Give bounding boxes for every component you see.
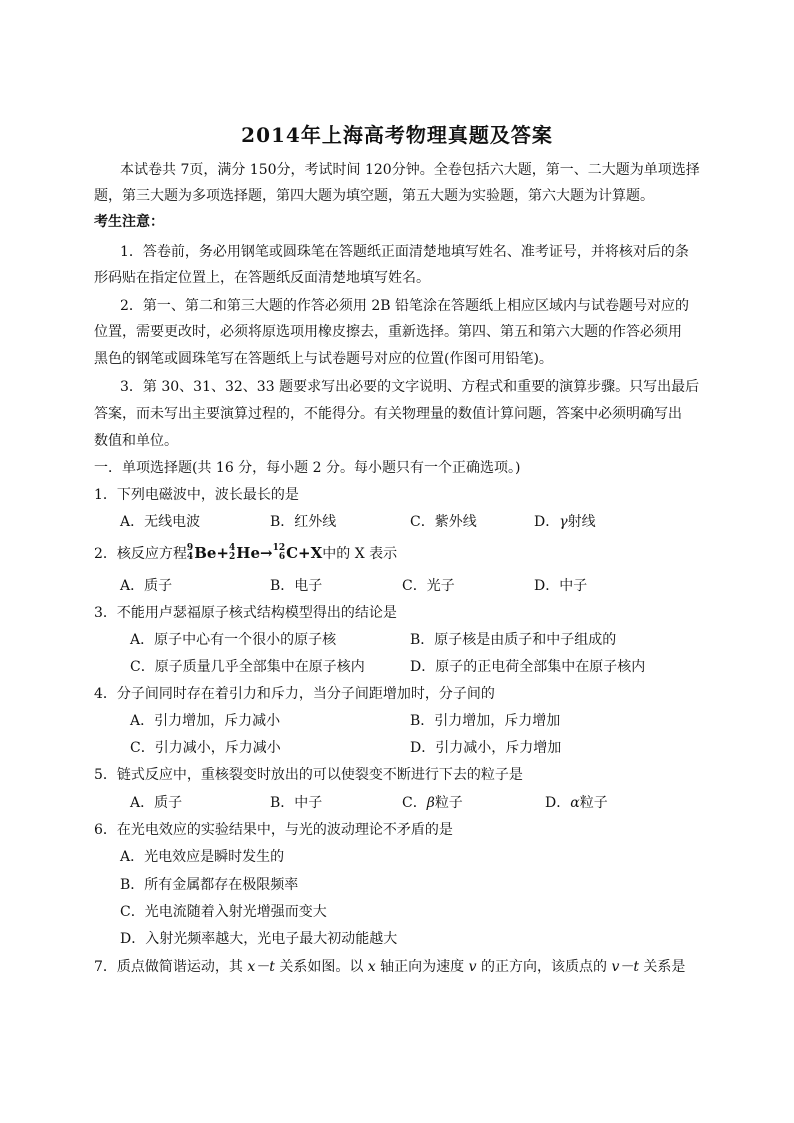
- question-2-stem: 2．核反应方程 9 4 Be+ 4 2 He→ 12 6 C+X中的 X 表示: [94, 543, 398, 562]
- question-5-option-a: A．质子: [130, 795, 183, 811]
- question-4-option-c: C．引力减小，斥力减小: [130, 740, 281, 756]
- page-title: 2014年上海高考物理真题及答案: [241, 123, 553, 147]
- question-5-option-d: D．α粒子: [545, 795, 608, 811]
- question-3-option-b: B．原子核是由质子和中子组成的: [410, 632, 617, 648]
- question-7-stem: 7．质点做简谐运动，其 x－t 关系如图。以 x 轴正向为速度 v 的正方向，该质点的 v－t 关系是: [94, 959, 686, 975]
- question-2-option-b: B．电子: [270, 578, 323, 594]
- question-1-stem: 1．下列电磁波中，波长最长的是: [94, 487, 299, 503]
- question-1-option-b: B．红外线: [270, 514, 337, 530]
- question-5-option-b: B．中子: [270, 795, 323, 811]
- intro-line-2: 题，第三大题为多项选择题，第四大题为填空题，第五大题为实验题，第六大题为计算题。: [94, 188, 654, 204]
- question-6-option-b: B．所有金属都存在极限频率: [120, 877, 299, 893]
- question-4-option-a: A．引力增加，斥力减小: [130, 713, 281, 729]
- notice-3b: 答案，而未写出主要演算过程的，不能得分。有关物理量的数值计算问题，答案中必须明确写出: [94, 406, 682, 422]
- question-6-option-d: D．入射光频率越大，光电子最大初动能越大: [120, 931, 398, 947]
- notice-3c: 数值和单位。: [94, 433, 178, 449]
- notice-2b: 位置，需要更改时，必须将原选项用橡皮擦去，重新选择。第四、第五和第六大题的作答必须用: [94, 324, 682, 340]
- question-5-stem: 5．链式反应中，重核裂变时放出的可以使裂变不断进行下去的粒子是: [94, 767, 523, 783]
- question-3-option-d: D．原子的正电荷全部集中在原子核内: [410, 659, 646, 675]
- question-4-option-b: B．引力增加，斥力增加: [410, 713, 561, 729]
- intro-line-1: 本试卷共 7页，满分 150分，考试时间 120分钟。全卷包括六大题，第一、二大题为单项选择: [120, 162, 700, 178]
- section-heading: 一．单项选择题(共 16 分，每小题 2 分。每小题只有一个正确选项。): [94, 460, 521, 476]
- question-1-option-c: C．紫外线: [410, 514, 477, 530]
- question-2-option-d: D．中子: [534, 578, 588, 594]
- question-4-option-d: D．引力减小，斥力增加: [410, 740, 562, 756]
- question-1-option-a: A．无线电波: [120, 514, 201, 530]
- question-6-option-a: A．光电效应是瞬时发生的: [120, 849, 285, 865]
- question-2-option-a: A．质子: [120, 578, 173, 594]
- notice-1b: 形码贴在指定位置上，在答题纸反面清楚地填写姓名。: [94, 270, 430, 286]
- notice-1a: 1．答卷前，务必用钢笔或圆珠笔在答题纸正面清楚地填写姓名、准考证号，并将核对后的条: [120, 244, 689, 260]
- question-3-stem: 3．不能用卢瑟福原子核式结构模型得出的结论是: [94, 605, 397, 621]
- notice-2c: 黑色的钢笔或圆珠笔写在答题纸上与试卷题号对应的位置(作图可用铅笔)。: [94, 351, 553, 367]
- notice-3a: 3．第 30、31、32、33 题要求写出必要的文字说明、方程式和重要的演算步骤。只写出最后: [120, 379, 700, 395]
- question-4-stem: 4．分子间同时存在着引力和斥力，当分子间距增加时，分子间的: [94, 686, 495, 702]
- question-2-option-c: C．光子: [402, 578, 455, 594]
- notice-heading: 考生注意：: [94, 214, 164, 230]
- notice-2a: 2．第一、第二和第三大题的作答必须用 2B 铅笔涂在答题纸上相应区域内与试卷题号对应的: [120, 298, 690, 314]
- question-5-option-c: C．β粒子: [402, 795, 463, 811]
- question-3-option-a: A．原子中心有一个很小的原子核: [130, 632, 337, 648]
- question-3-option-c: C．原子质量几乎全部集中在原子核内: [130, 659, 365, 675]
- question-6-option-c: C．光电流随着入射光增强而变大: [120, 904, 327, 920]
- nuclear-equation: 9 4 Be+ 4 2 He→ 12 6 C+X: [186, 543, 323, 562]
- question-6-stem: 6．在光电效应的实验结果中，与光的波动理论不矛盾的是: [94, 822, 453, 838]
- question-1-option-d: D．γ射线: [534, 514, 596, 530]
